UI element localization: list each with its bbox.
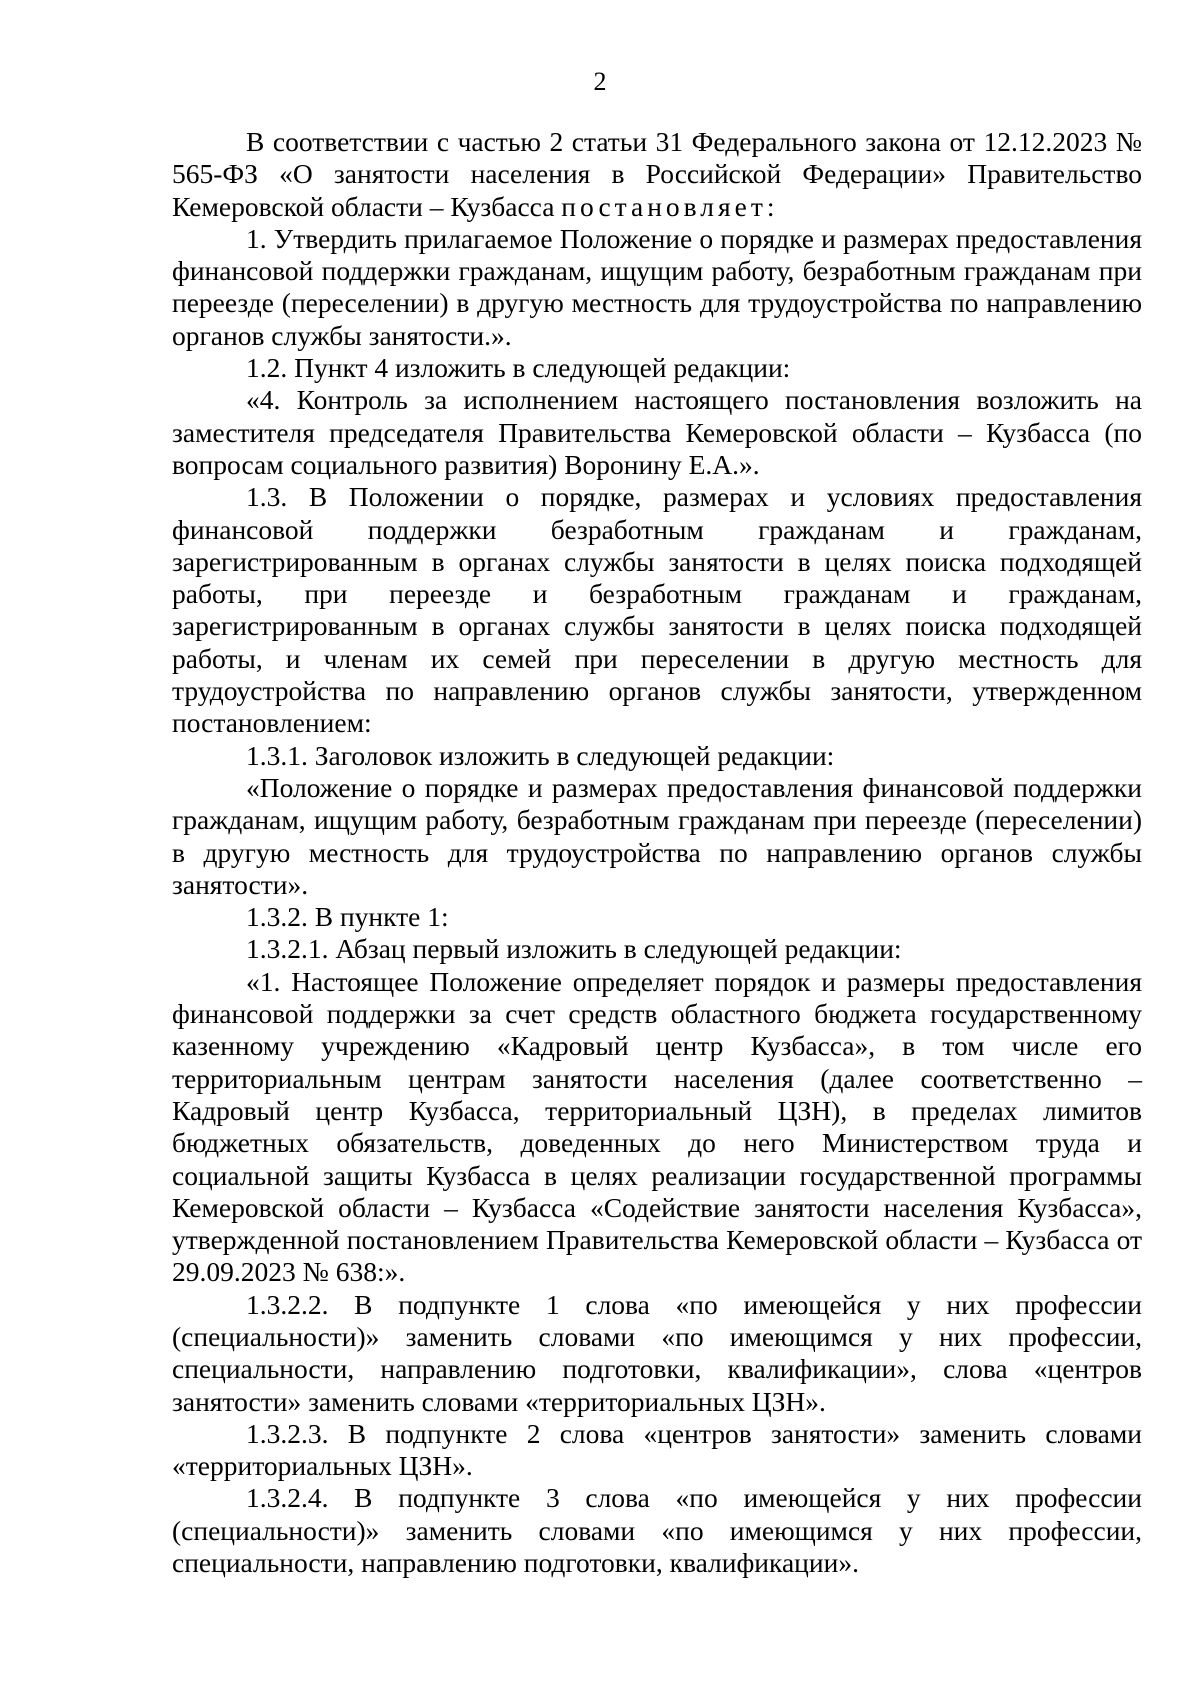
paragraph-preamble — [172, 126, 1142, 223]
paragraph-title-quote: «Положение о порядке и размерах предоставления финансовой поддержки гражданам, ищущим работу, безработным гражданам при переезде (переселении) в другую местность для трудоустройства по направлению органов службы занятости». — [172, 771, 1142, 900]
paragraph-item-1-3: 1.3. В Положении о порядке, размерах и условиях предоставления финансовой поддержки безработным гражданам и гражданам, зарегистрированным в органах службы занятости в целях поиска подходящей работы, при переезде и безработным гражданам и гражданам, зарегистрированным в органах службы занятости в целях поиска подходящей работы, и членам их семей при переселении в другую местность для трудоустройства по направлению органов службы занятости, утвержденном постановлением: — [172, 481, 1142, 739]
paragraph-item-4-quote: «4. Контроль за исполнением настоящего постановления возложить на заместителя председателя Правительства Кемеровской области – Кузбасса (по вопросам социального развития) Воронину Е.А.». — [172, 384, 1142, 480]
paragraph-item-1-3-2-1: 1.3.2.1. Абзац первый изложить в следующей редакции: — [246, 933, 902, 965]
preamble-colon: : — [766, 190, 775, 222]
page-number: 2 — [593, 67, 607, 96]
preamble-text: В соответствии с частью 2 статьи 31 Федерального закона от 12.12.2023 № 565-ФЗ «О занятости населения в Российской Федерации» Правительство Кемеровской области – Кузбасса — [172, 126, 1142, 222]
paragraph-item-1-3-2-2: 1.3.2.2. В подпункте 1 слова «по имеющейся у них профессии (специальности)» заменить словами «по имеющимся у них профессии, специальности, направлению подготовки, квалификации», слова «центров занятости» заменить словами «территориальных ЦЗН». — [172, 1288, 1142, 1417]
paragraph-item-1-3-2: 1.3.2. В пункте 1: — [246, 901, 449, 933]
preamble-keyword: постановляет — [561, 190, 767, 222]
paragraph-item-1-3-2-3: 1.3.2.3. В подпункте 2 слова «центров занятости» заменить словами «территориальных ЦЗН». — [172, 1417, 1142, 1482]
paragraph-item-1-2: 1.2. Пункт 4 изложить в следующей редакции: — [246, 352, 791, 384]
paragraph-item-1-quote: «1. Настоящее Положение определяет порядок и размеры предоставления финансовой поддержки за счет средств областного бюджета государственному казенному учреждению «Кадровый центр Кузбасса», в том числе его территориальным центрам занятости населения (далее соответственно – Кадровый центр Кузбасса, территориальный ЦЗН), в пределах лимитов бюджетных обязательств, доведенных до него Министерством труда и социальной защиты Кузбасса в целях реализации государственной программы Кемеровской области – Кузбасса «Содействие занятости населения Кузбасса», утвержденной постановлением Правительства Кемеровской области – Кузбасса от 29.09.2023 № 638:». — [172, 965, 1142, 1288]
paragraph-item-1-3-1: 1.3.1. Заголовок изложить в следующей редакции: — [246, 739, 835, 771]
paragraph-item-1: 1. Утвердить прилагаемое Положение о порядке и размерах предоставления финансовой поддержки гражданам, ищущим работу, безработным гражданам при переезде (переселении) в другую местность для трудоустройства по направлению органов службы занятости.». — [172, 222, 1142, 351]
document-body — [172, 126, 1142, 1579]
paragraph-item-1-3-2-4: 1.3.2.4. В подпункте 3 слова «по имеющейся у них профессии (специальности)» заменить словами «по имеющимся у них профессии, специальности, направлению подготовки, квалификации». — [172, 1482, 1142, 1579]
